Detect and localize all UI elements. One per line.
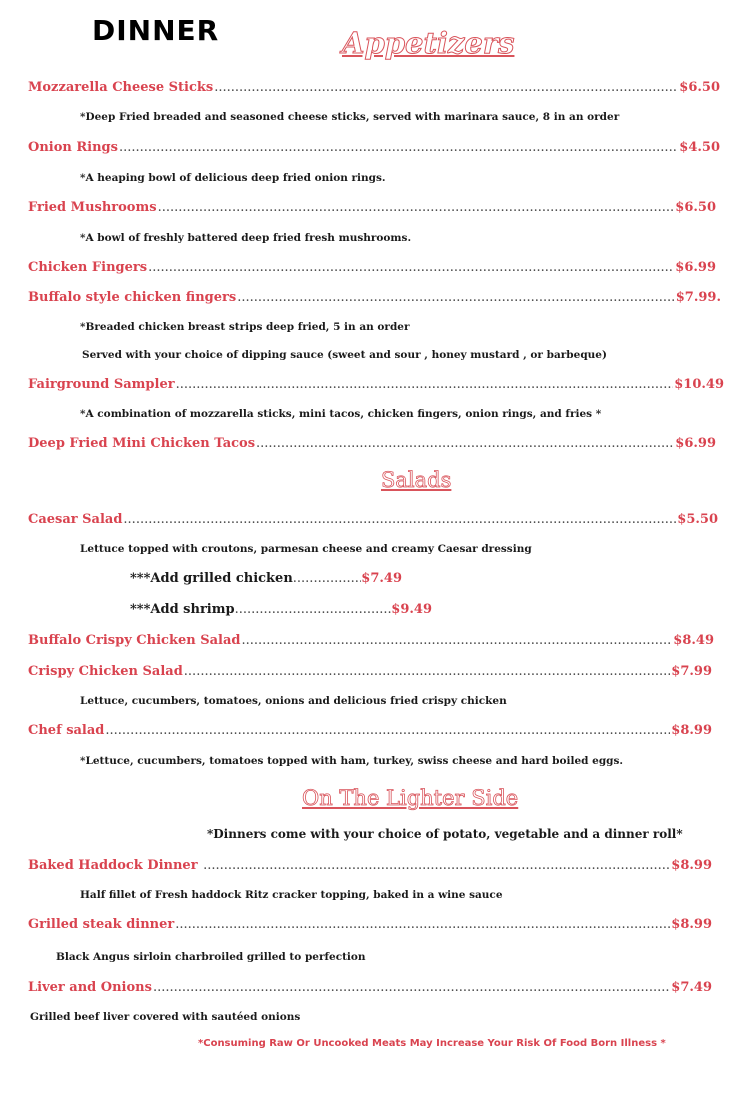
item-description: *A heaping bowl of delicious deep fried onion rings. [80, 172, 386, 184]
addon-item [130, 602, 432, 617]
section-heading-appetizers: Appetizers [342, 26, 515, 60]
leader-dots [123, 512, 676, 527]
item-price: $5.50 [677, 512, 718, 527]
item-name: Fairground Sampler [28, 377, 175, 392]
leader-dots [153, 980, 670, 995]
leader-dots [256, 436, 674, 451]
menu-item [28, 290, 721, 305]
section-note: *Dinners come with your choice of potato, vegetable and a dinner roll* [207, 827, 683, 841]
leader-dots [105, 723, 670, 738]
menu-item [28, 723, 712, 738]
item-name: Chicken Fingers [28, 260, 148, 275]
addon-price: $7.49 [361, 571, 402, 586]
menu-item [28, 260, 716, 275]
item-price: $10.49 [674, 377, 724, 392]
leader-dots [214, 80, 678, 95]
leader-dots [293, 571, 362, 586]
item-description: *A bowl of freshly battered deep fried fresh mushrooms. [80, 232, 412, 244]
item-price: $6.99 [675, 436, 716, 451]
item-name: Deep Fried Mini Chicken Tacos [28, 436, 256, 451]
item-description: *Breaded chicken breast strips deep fried, 5 in an order [80, 321, 410, 333]
leader-dots [176, 377, 674, 392]
item-price: $8.49 [673, 633, 714, 648]
menu-item [28, 633, 714, 648]
item-description: *Deep Fried breaded and seasoned cheese sticks, served with marinara sauce, 8 in an order [80, 111, 620, 123]
food-safety-warning: *Consuming Raw Or Uncooked Meats May Increase Your Risk Of Food Born Illness * [198, 1038, 666, 1049]
item-price: $7.99. [675, 290, 721, 305]
section-heading-lighter-side: On The Lighter Side [302, 786, 519, 810]
page-title: DINNER [92, 14, 220, 47]
leader-dots [158, 200, 675, 215]
item-price: $7.99 [671, 664, 712, 679]
menu-item [28, 80, 720, 95]
addon-item [130, 571, 402, 586]
addon-name: ***Add shrimp [130, 602, 235, 617]
menu-item [28, 917, 712, 932]
menu-item [28, 140, 720, 155]
item-price: $8.99 [671, 723, 712, 738]
menu-item [28, 664, 712, 679]
item-name: Mozzarella Cheese Sticks [28, 80, 214, 95]
item-name: Grilled steak dinner [28, 917, 175, 932]
section-heading-salads: Salads [381, 468, 452, 492]
leader-dots [184, 664, 670, 679]
item-description: Half fillet of Fresh haddock Ritz cracker topping, baked in a wine sauce [80, 889, 503, 901]
item-name: Baked Haddock Dinner [28, 858, 203, 873]
item-name: Caesar Salad [28, 512, 123, 527]
addon-name: ***Add grilled chicken [130, 571, 293, 586]
menu-item [28, 980, 712, 995]
leader-dots [241, 633, 672, 648]
item-description: Lettuce topped with croutons, parmesan cheese and creamy Caesar dressing [80, 543, 532, 555]
item-description: Black Angus sirloin charbroiled grilled to perfection [56, 951, 366, 963]
item-name: Fried Mushrooms [28, 200, 157, 215]
item-price: $4.50 [679, 140, 720, 155]
item-description: Grilled beef liver covered with sautéed onions [30, 1011, 301, 1023]
leader-dots [175, 917, 670, 932]
leader-dots [148, 260, 674, 275]
leader-dots [237, 290, 675, 305]
item-name: Crispy Chicken Salad [28, 664, 183, 679]
item-price: $8.99 [671, 917, 712, 932]
item-description: Lettuce, cucumbers, tomatoes, onions and delicious fried crispy chicken [80, 695, 507, 707]
menu-item [28, 200, 716, 215]
leader-dots [119, 140, 678, 155]
item-price: $8.99 [671, 858, 712, 873]
item-description: *A combination of mozzarella sticks, mini tacos, chicken fingers, onion rings, and fries * [80, 408, 602, 420]
menu-item [28, 377, 724, 392]
leader-dots [235, 602, 392, 617]
item-price: $6.50 [679, 80, 720, 95]
item-description: *Lettuce, cucumbers, tomatoes topped with ham, turkey, swiss cheese and hard boiled eggs. [80, 755, 624, 767]
item-price: $6.50 [675, 200, 716, 215]
item-price: $7.49 [671, 980, 712, 995]
item-description: Served with your choice of dipping sauce (sweet and sour , honey mustard , or barbeque) [82, 349, 607, 361]
item-name: Buffalo style chicken fingers [28, 290, 237, 305]
menu-item [28, 512, 718, 527]
item-name: Liver and Onions [28, 980, 152, 995]
leader-dots [203, 858, 670, 873]
item-name: Chef salad [28, 723, 105, 738]
addon-price: $9.49 [391, 602, 432, 617]
menu-item [28, 436, 716, 451]
menu-item [28, 858, 712, 873]
item-name: Onion Rings [28, 140, 118, 155]
item-price: $6.99 [675, 260, 716, 275]
item-name: Buffalo Crispy Chicken Salad [28, 633, 241, 648]
